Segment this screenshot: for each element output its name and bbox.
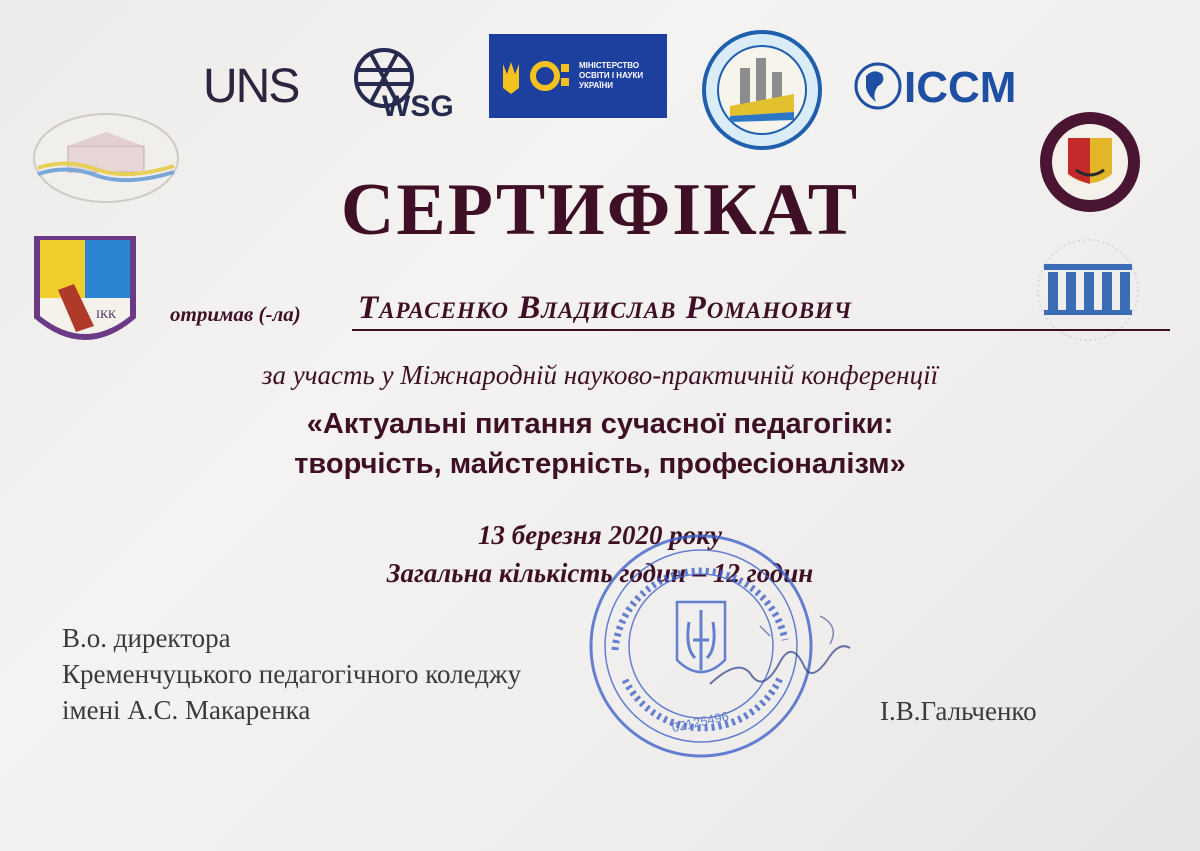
- wsg-logo: [352, 46, 452, 122]
- conference-title-line-1: «Актуальні питання сучасної педагогіки:: [306, 408, 894, 440]
- recipient-row: [170, 290, 1030, 334]
- participation-text: за участь у Міжнародній науково-практичній конференції: [261, 360, 939, 390]
- shield-letters: ІКК: [96, 307, 117, 321]
- director-college-name: імені А.С. Макаренка: [62, 695, 311, 725]
- recipient-name: Тарасенко Владислав Романович: [358, 290, 853, 326]
- conference-date: 13 березня 2020 року: [478, 520, 722, 550]
- recipient-label: отримав (-ла): [170, 302, 301, 326]
- svg-text:УКРАЇНИ: УКРАЇНИ: [579, 81, 614, 90]
- uns-logo-text: UNS: [203, 60, 299, 113]
- conference-title-line-2: творчість, майстерність, професіоналізм»: [294, 448, 906, 480]
- signer-name: І.В.Гальченко: [880, 696, 1037, 726]
- recipient-underline: [352, 329, 1170, 331]
- stamp-number: 02125496: [670, 708, 731, 736]
- svg-text:ОСВІТИ І НАУКИ: ОСВІТИ І НАУКИ: [579, 71, 644, 80]
- director-college: Кременчуцького педагогічного коледжу: [62, 659, 522, 689]
- certificate-title: СЕРТИФІКАТ: [340, 169, 860, 251]
- iccm-logo: [852, 56, 1024, 116]
- director-block: [62, 620, 642, 728]
- uns-logo: [203, 50, 323, 120]
- conference-title: [0, 404, 1200, 484]
- svg-text:МІНІСТЕРСТВО: МІНІСТЕРСТВО: [579, 61, 640, 70]
- director-title: В.о. директора: [62, 623, 231, 653]
- wsg-logo-text: WSG: [382, 90, 452, 122]
- college-round-logo: [700, 28, 824, 152]
- total-hours: Загальна кількість годин – 12 годин: [386, 558, 814, 588]
- ministry-logo: [489, 34, 667, 118]
- iccm-logo-text: ICCM: [904, 63, 1017, 112]
- signature: [700, 596, 860, 716]
